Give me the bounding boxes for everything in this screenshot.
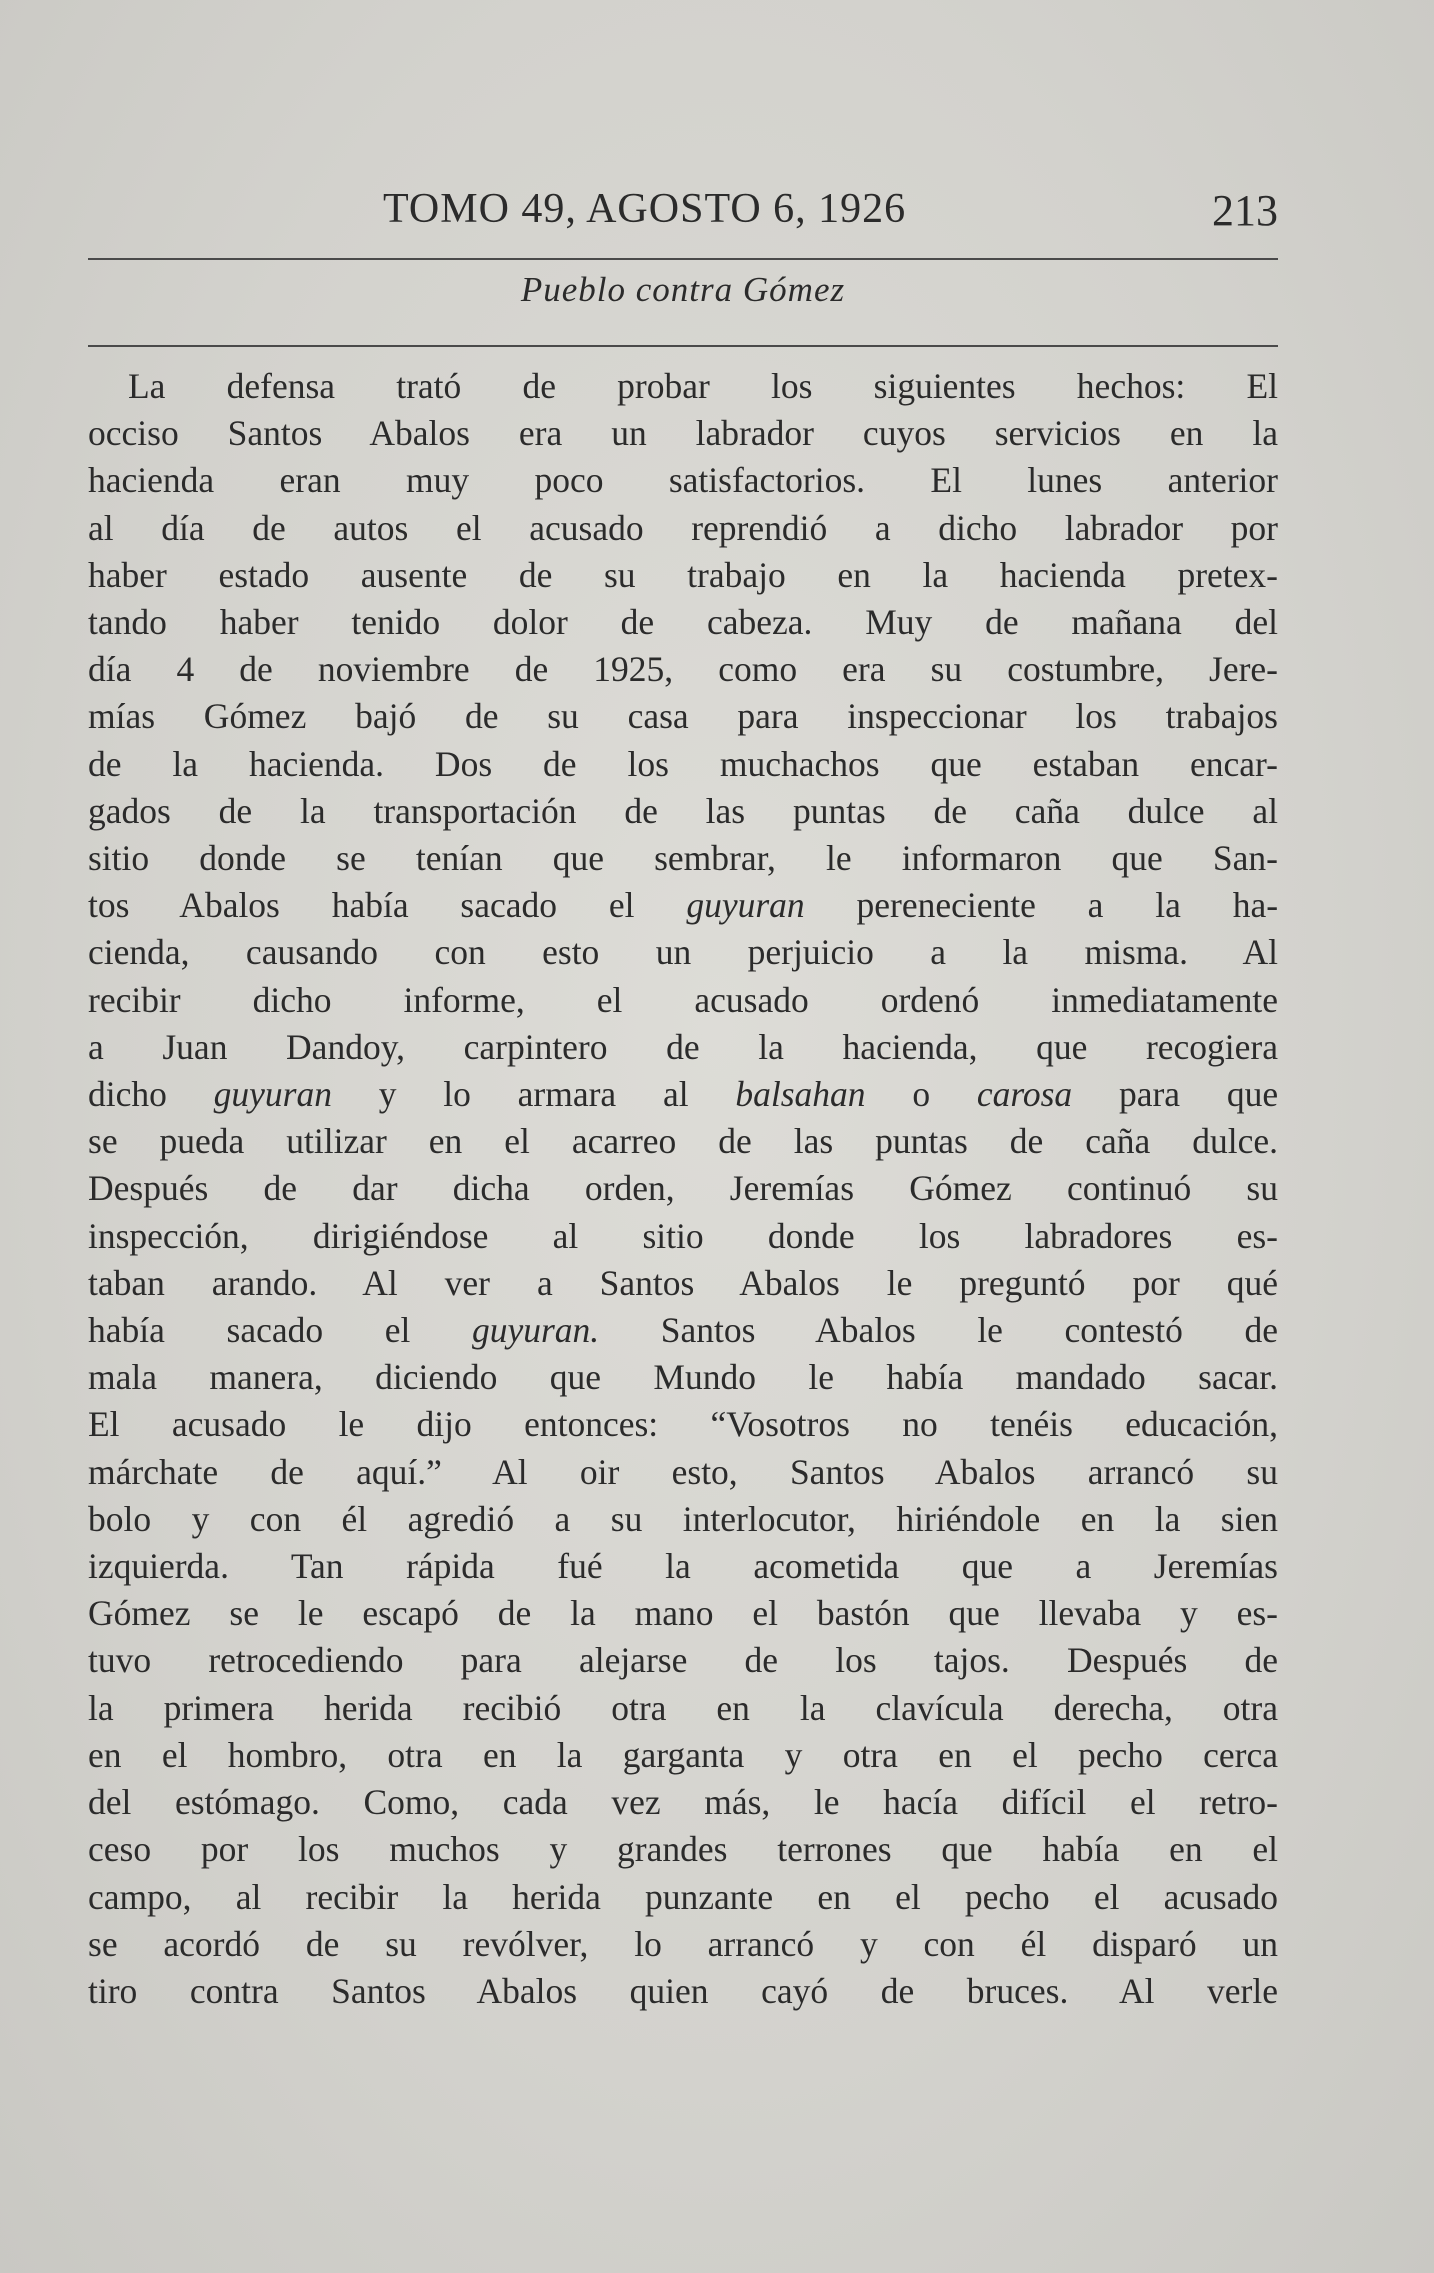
text-line: márchate de aquí.” Al oir esto, Santos Abalos arrancó su bbox=[88, 1451, 1278, 1492]
text-segment: para que bbox=[1118, 1074, 1279, 1115]
text-line: La defensa trató de probar los siguientes hechos: El bbox=[128, 366, 1278, 406]
text-line: izquierda. Tan rápida fué la acometida que a Jeremías bbox=[88, 1546, 1278, 1587]
text-segment: tos Abalos había sacado el bbox=[88, 885, 635, 926]
text-line: tando haber tenido dolor de cabeza. Muy de mañana del bbox=[88, 602, 1278, 643]
text-line: hacienda eran muy poco satisfactorios. El lunes anterior bbox=[88, 460, 1278, 501]
text-line: bolo y con él agredió a su interlocutor, hiriéndole en la sien bbox=[88, 1498, 1278, 1539]
text-line: El acusado le dijo entonces: “Vosotros no tenéis educación, bbox=[88, 1404, 1278, 1445]
text-line-with-italic bbox=[88, 1307, 1278, 1354]
body-text bbox=[88, 363, 1278, 2015]
header-rule-top bbox=[88, 258, 1278, 260]
text-line: haber estado ausente de su trabajo en la hacienda pretex- bbox=[88, 554, 1278, 595]
text-line: tiro contra Santos Abalos quien cayó de bruces. Al verle bbox=[88, 1970, 1278, 2011]
text-line: se pueda utilizar en el acarreo de las puntas de caña dulce. bbox=[88, 1121, 1278, 1162]
italic-term: guyuran bbox=[686, 885, 805, 926]
text-line: Gómez se le escapó de la mano el bastón que llevaba y es- bbox=[88, 1593, 1278, 1634]
text-line: mala manera, diciendo que Mundo le había mandado sacar. bbox=[88, 1357, 1278, 1398]
italic-term: carosa bbox=[976, 1074, 1073, 1115]
text-line: se acordó de su revólver, lo arrancó y con él disparó un bbox=[88, 1923, 1278, 1964]
text-line: del estómago. Como, cada vez más, le hacía difícil el retro- bbox=[88, 1782, 1278, 1823]
text-segment: y lo armara al bbox=[378, 1074, 689, 1115]
text-line: de la hacienda. Dos de los muchachos que estaban encar- bbox=[88, 743, 1278, 784]
text-line: taban arando. Al ver a Santos Abalos le preguntó por qué bbox=[88, 1262, 1278, 1303]
text-line: gados de la transportación de las puntas de caña dulce al bbox=[88, 790, 1278, 831]
text-line: a Juan Dandoy, carpintero de la hacienda, que recogiera bbox=[88, 1026, 1278, 1067]
text-segment: había sacado el bbox=[88, 1310, 411, 1351]
text-line: al día de autos el acusado reprendió a dicho labrador por bbox=[88, 507, 1278, 548]
case-title: Pueblo contra Gómez bbox=[520, 270, 846, 309]
text-line: inspección, dirigiéndose al sitio donde los labradores es- bbox=[88, 1215, 1278, 1256]
text-segment: dicho bbox=[88, 1074, 167, 1115]
text-line: recibir dicho informe, el acusado ordenó inmediatamente bbox=[88, 979, 1278, 1020]
text-line-with-italic bbox=[88, 1071, 1278, 1118]
text-segment: pereneciente a la ha- bbox=[856, 885, 1279, 926]
text-segment: Santos Abalos le contestó de bbox=[660, 1310, 1278, 1351]
text-line-with-italic bbox=[88, 882, 1278, 929]
text-line: mías Gómez bajó de su casa para inspeccionar los trabajos bbox=[88, 696, 1278, 737]
text-line: occiso Santos Abalos era un labrador cuyos servicios en la bbox=[88, 413, 1278, 454]
text-line: Después de dar dicha orden, Jeremías Gómez continuó su bbox=[88, 1168, 1278, 1209]
text-line: en el hombro, otra en la garganta y otra en el pecho cerca bbox=[88, 1734, 1278, 1775]
text-line: la primera herida recibió otra en la clavícula derecha, otra bbox=[88, 1687, 1278, 1728]
italic-term: balsahan bbox=[735, 1074, 866, 1115]
italic-term: guyuran bbox=[213, 1074, 332, 1115]
text-line: campo, al recibir la herida punzante en el pecho el acusado bbox=[88, 1876, 1278, 1917]
text-line: ceso por los muchos y grandes terrones que había en el bbox=[88, 1829, 1278, 1870]
header-rule-bottom bbox=[88, 345, 1278, 347]
text-line: cienda, causando con esto un perjuicio a la misma. Al bbox=[88, 932, 1278, 973]
text-segment: o bbox=[912, 1074, 931, 1115]
text-line: sitio donde se tenían que sembrar, le informaron que San- bbox=[88, 838, 1278, 879]
text-line: día 4 de noviembre de 1925, como era su costumbre, Jere- bbox=[88, 649, 1278, 690]
page-number: 213 bbox=[1212, 186, 1278, 235]
running-title: TOMO 49, AGOSTO 6, 1926 bbox=[383, 186, 907, 232]
italic-term: guyuran. bbox=[471, 1310, 600, 1351]
text-line: tuvo retrocediendo para alejarse de los tajos. Después de bbox=[88, 1640, 1278, 1681]
running-head bbox=[88, 185, 1278, 245]
